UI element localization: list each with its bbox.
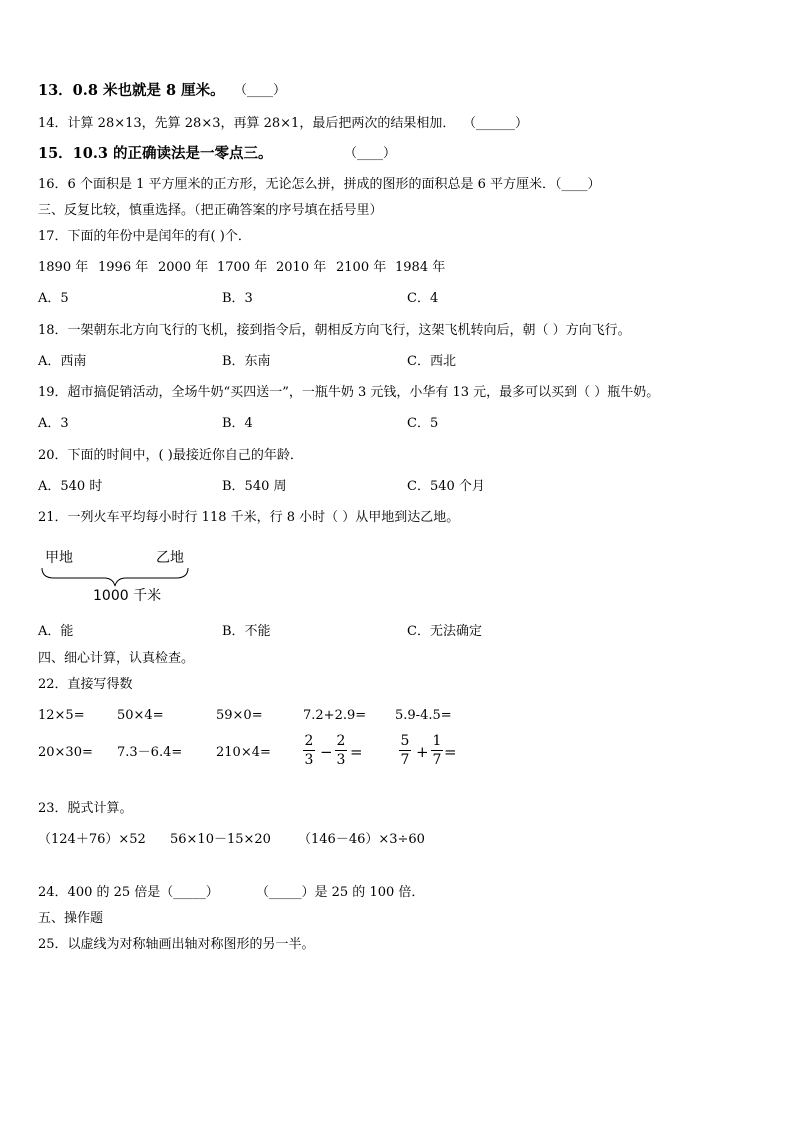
numerator: 2: [304, 733, 314, 749]
q18-option-c[interactable]: C．西北: [407, 354, 456, 369]
denominator: 3: [336, 752, 346, 768]
q17-option-c[interactable]: C．4: [407, 291, 439, 306]
q14-text: 14．计算 28×13，先算 28×3，再算 28×1，最后把两次的结果相加．: [38, 116, 456, 131]
equals-sign: =: [444, 743, 457, 761]
q24-part-1: 24．400 的 25 倍是（_____）: [38, 885, 219, 900]
q22-expression: 5.9-4.5=: [395, 708, 452, 723]
q22-expression: 12×5=: [38, 708, 85, 723]
numerator: 1: [432, 733, 442, 749]
q23-title: 23．脱式计算。: [38, 801, 133, 816]
q17-year: 1890 年: [38, 260, 89, 275]
q17-year: 2000 年: [158, 260, 209, 275]
q22-title: 22．直接写得数: [38, 677, 133, 692]
denominator: 3: [304, 752, 314, 768]
q22-expression: 7.2+2.9=: [303, 708, 367, 723]
numerator: 2: [336, 733, 346, 749]
q19-option-a[interactable]: A．3: [38, 416, 69, 431]
section-4-heading: 四、细心计算，认真检查。: [38, 651, 195, 666]
q22-expression: 50×4=: [117, 708, 164, 723]
q13-text: 13．0.8 米也就是 8 厘米。: [38, 82, 225, 99]
fraction: [399, 733, 411, 768]
denominator: 7: [400, 752, 410, 768]
section-3-heading: 三、反复比较，慎重选择。（把正确答案的序号填在括号里）: [38, 203, 383, 218]
q20-option-c[interactable]: C．540 个月: [407, 479, 485, 494]
q17-year: 1984 年: [395, 260, 446, 275]
q22-expression: 59×0=: [216, 708, 263, 723]
q22-expression: 7.3－6.4=: [117, 745, 183, 760]
fraction: [431, 733, 443, 768]
q23-expression: （146－46）×3÷60: [298, 832, 425, 847]
equals-sign: =: [350, 743, 363, 761]
q17-option-a[interactable]: A．5: [38, 291, 69, 306]
fraction: [335, 733, 347, 768]
q22-expression: 20×30=: [38, 745, 93, 760]
q17-year: 1700 年: [217, 260, 268, 275]
q24-part-2: （_____）是 25 的 100 倍．: [256, 885, 425, 900]
q18-option-a[interactable]: A．西南: [38, 354, 87, 369]
q22-expression: 210×4=: [216, 745, 271, 760]
q17-year: 2100 年: [336, 260, 387, 275]
q18-stem: 18．一架朝东北方向飞行的飞机，接到指令后，朝相反方向飞行，这架飞机转向后，朝（ ）方向飞行。: [38, 323, 631, 338]
operator: +: [416, 743, 429, 761]
q20-option-b[interactable]: B．540 周: [222, 479, 287, 494]
operator: −: [320, 743, 333, 761]
q16-text: 16．6 个面积是 1 平方厘米的正方形，无论怎么拼，拼成的图形的面积总是 6 平方厘米．（____）: [38, 177, 601, 192]
q14-answer-blank[interactable]: （______）: [463, 116, 529, 131]
q21-option-a[interactable]: A．能: [38, 624, 74, 639]
fraction: [303, 733, 315, 768]
q25-text: 25．以虚线为对称轴画出轴对称图形的另一半。: [38, 937, 315, 952]
q18-option-b[interactable]: B．东南: [222, 354, 271, 369]
q19-option-c[interactable]: C．5: [407, 416, 439, 431]
q23-expression: （124＋76）×52: [38, 832, 146, 847]
q21-stem: 21．一列火车平均每小时行 118 千米，行 8 小时（ ）从甲地到达乙地。: [38, 510, 460, 525]
q17-year: 1996 年: [98, 260, 149, 275]
q15-text: 15．10.3 的正确读法是一零点三。: [38, 145, 273, 162]
q20-stem: 20．下面的时间中，( )最接近你自己的年龄．: [38, 448, 303, 463]
q21-distance-diagram: [40, 546, 190, 606]
q19-stem: 19．超市搞促销活动，全场牛奶“买四送一”，一瓶牛奶 3 元钱，小华有 13 元，最多可以买到（ ）瓶牛奶。: [38, 385, 660, 400]
q21-diagram-right-label: 乙地: [156, 550, 184, 566]
numerator: 5: [400, 733, 410, 749]
section-5-heading: 五、操作题: [38, 911, 104, 926]
q17-year: 2010 年: [276, 260, 327, 275]
q19-option-b[interactable]: B．4: [222, 416, 253, 431]
q17-option-b[interactable]: B．3: [222, 291, 253, 306]
q15-answer-blank[interactable]: （____）: [344, 146, 397, 161]
q17-stem: 17．下面的年份中是闰年的有( )个．: [38, 229, 251, 244]
denominator: 7: [432, 752, 442, 768]
q21-diagram-left-label: 甲地: [45, 550, 73, 566]
q21-option-c[interactable]: C．无法确定: [407, 624, 482, 639]
q20-option-a[interactable]: A．540 时: [38, 479, 103, 494]
q13-answer-blank[interactable]: （____）: [234, 83, 287, 98]
q23-expression: 56×10－15×20: [170, 832, 271, 847]
q21-diagram-distance: 1000 千米: [93, 588, 162, 604]
q21-option-b[interactable]: B．不能: [222, 624, 271, 639]
